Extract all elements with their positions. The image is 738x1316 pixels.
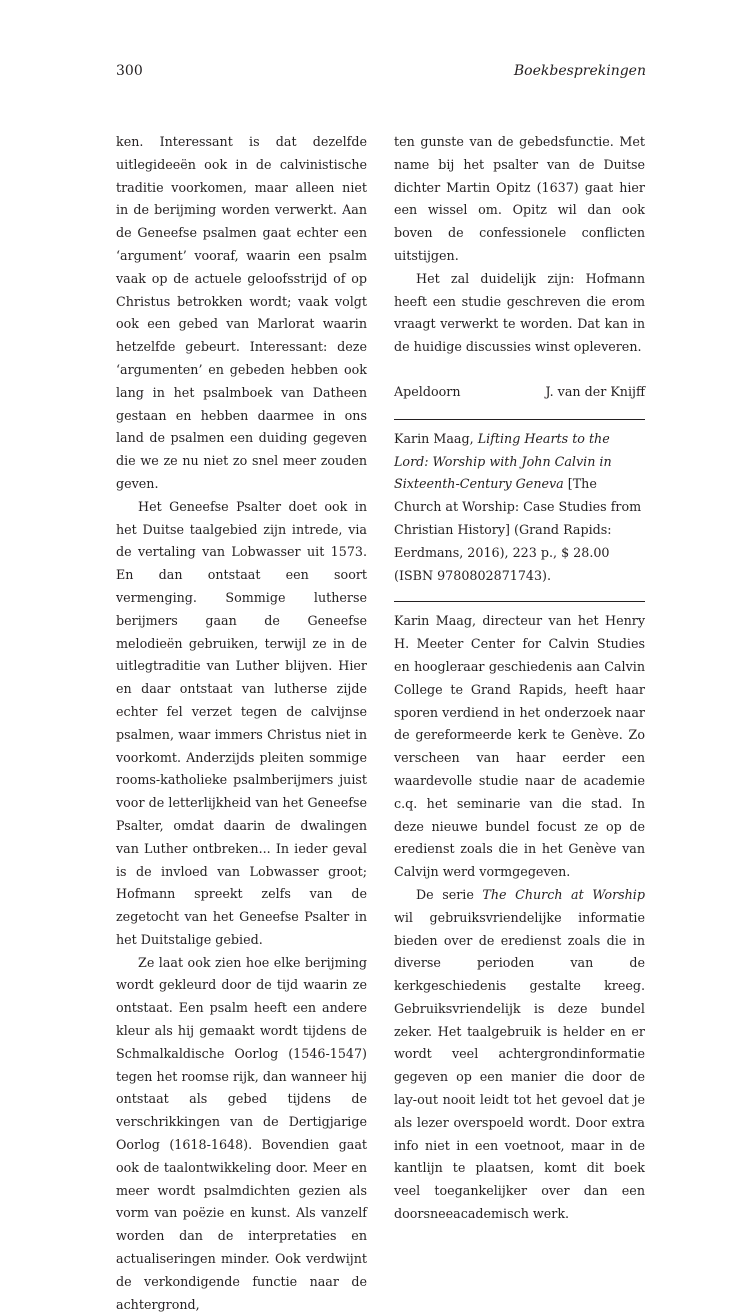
paragraph: ken. Interessant is dat dezelfde uitlegideeën ook in de calvinistische traditie voorkomen, maar alleen niet in de berijming worden verwerkt. Aan de Geneefse psalmen gaat echter een ‘argument’ vooraf, waarin een psalm vaak op de actuele geloofsstrijd of op Christus betrokken wordt; vaak volgt ook een gebed van Marlorat waarin hetzelfde gebeurt. Interessant: deze ‘argumenten’ en gebeden hebben ook lang in het psalmboek van Datheen gestaan en hebben daarmee in ons land de psalmen een duiding gegeven die we ze nu niet zo snel meer zouden geven. [116, 134, 367, 491]
book-author: Karin Maag, [394, 430, 478, 446]
paragraph: Karin Maag, directeur van het Henry H. Meeter Center for Calvin Studies en hoogleraar geschiedenis aan Calvin College te Grand Rapids, heeft haar sporen verdiend in het onderzoek naar de gereformeerde kerk te Genève. Zo verscheen van haar eerder een waardevolle studie naar de academie c.q. het seminarie van die stad. In deze nieuwe bundel focust ze op de eredienst zoals die in het Genève van Calvijn werd vormgegeven. [394, 613, 645, 880]
book-details: [The Church at Worship: Case Studies from Christian History] (Grand Rapids: Eerdmans, 2016), 223 p., $ 28.00 (ISBN 9780802871743). [394, 476, 642, 583]
book-title: Lifting Hearts to the Lord: Worship with John Calvin in Sixteenth-Century Geneva [394, 430, 612, 492]
page-number: 300 [116, 63, 143, 79]
paragraph: Het Geneefse Psalter doet ook in het Duitse taalgebied zijn intrede, via de vertaling van Lobwasser uit 1573. En dan ontstaat een soort vermenging. Sommige lutherse berijmers gaan de Geneefse melodieën gebruiken, terwijl ze in de uitlegtraditie van Luther blijven. Hier en daar ontstaat van lutherse zijde echter fel verzet tegen de calvijnse psalmen, waar immers Christus niet in voorkomt. Anderzijds pleiten sommige rooms-katholieke psalmberijmers juist voor de letterlijkheid van het Geneefse Psalter, omdat daarin de dwalingen van Luther ontbreken... In ieder geval is de invloed van Lobwasser groot; Hofmann spreekt zelfs van de zegetocht van het Geneefse Psalter in het Duitstalige gebied. [116, 498, 367, 947]
paragraph: Ze laat ook zien hoe elke berijming wordt gekleurd door de tijd waarin ze ontstaat. Een psalm heeft een andere kleur als hij gemaakt wordt tijdens de Schmalkaldische Oorlog (1546-1547) tegen het roomse rijk, dan wanneer hij ontstaat als gebed tijdens de verschrikkingen van de Dertigjarige Oorlog (1618-1648). Bovendien gaat ook de taalontwikkeling door. Meer en meer wordt psalmdichten gezien als vorm van poëzie en kunst. Als vanzelf worden dan de interpretaties en actualiseringen minder. Ook verdwijnt de verkondigende functie naar de achtergrond, [116, 954, 367, 1312]
series-title: The Church at Worship [482, 886, 645, 902]
signature-author: J. van der Knijff [545, 383, 645, 399]
left-column [116, 131, 367, 1316]
text-run: wil gebruiksvriendelijke informatie bieden over de eredienst zoals die in diverse perioden van de kerkgeschiedenis gestalte kreeg. Gebruiksvriendelijk is deze bundel zeker. Het taalgebruik is helder en er wordt veel achtergrondinformatie gegeven op een manier die door de lay-out nooit leidt tot het gevoel dat je als lezer overspoeld wordt. Door extra info niet in een voetnoot, maar in de kantlijn te plaatsen, komt dit boek veel toegankelijker over dan een doorsneeacademisch werk. [394, 909, 645, 1222]
paragraph [394, 884, 645, 1226]
paragraph: ten gunste van de gebedsfunctie. Met name bij het psalter van de Duitse dichter Martin Opitz (1637) gaat hier een wissel om. Opitz wil dan ook boven de confessionele conflicten uitstijgen. [394, 134, 645, 263]
review-signature [394, 381, 645, 404]
paragraph: Het zal duidelijk zijn: Hofmann heeft een studie geschreven die erom vraagt verwerkt te worden. Dat kan in de huidige discussies winst opleveren. [394, 270, 645, 355]
book-reference [394, 428, 645, 588]
divider-rule [394, 419, 645, 420]
divider-rule [394, 601, 645, 602]
text-run: De serie [416, 886, 483, 902]
running-head: Boekbesprekingen [513, 63, 646, 79]
right-column [394, 131, 645, 1226]
signature-place: Apeldoorn [394, 383, 461, 399]
